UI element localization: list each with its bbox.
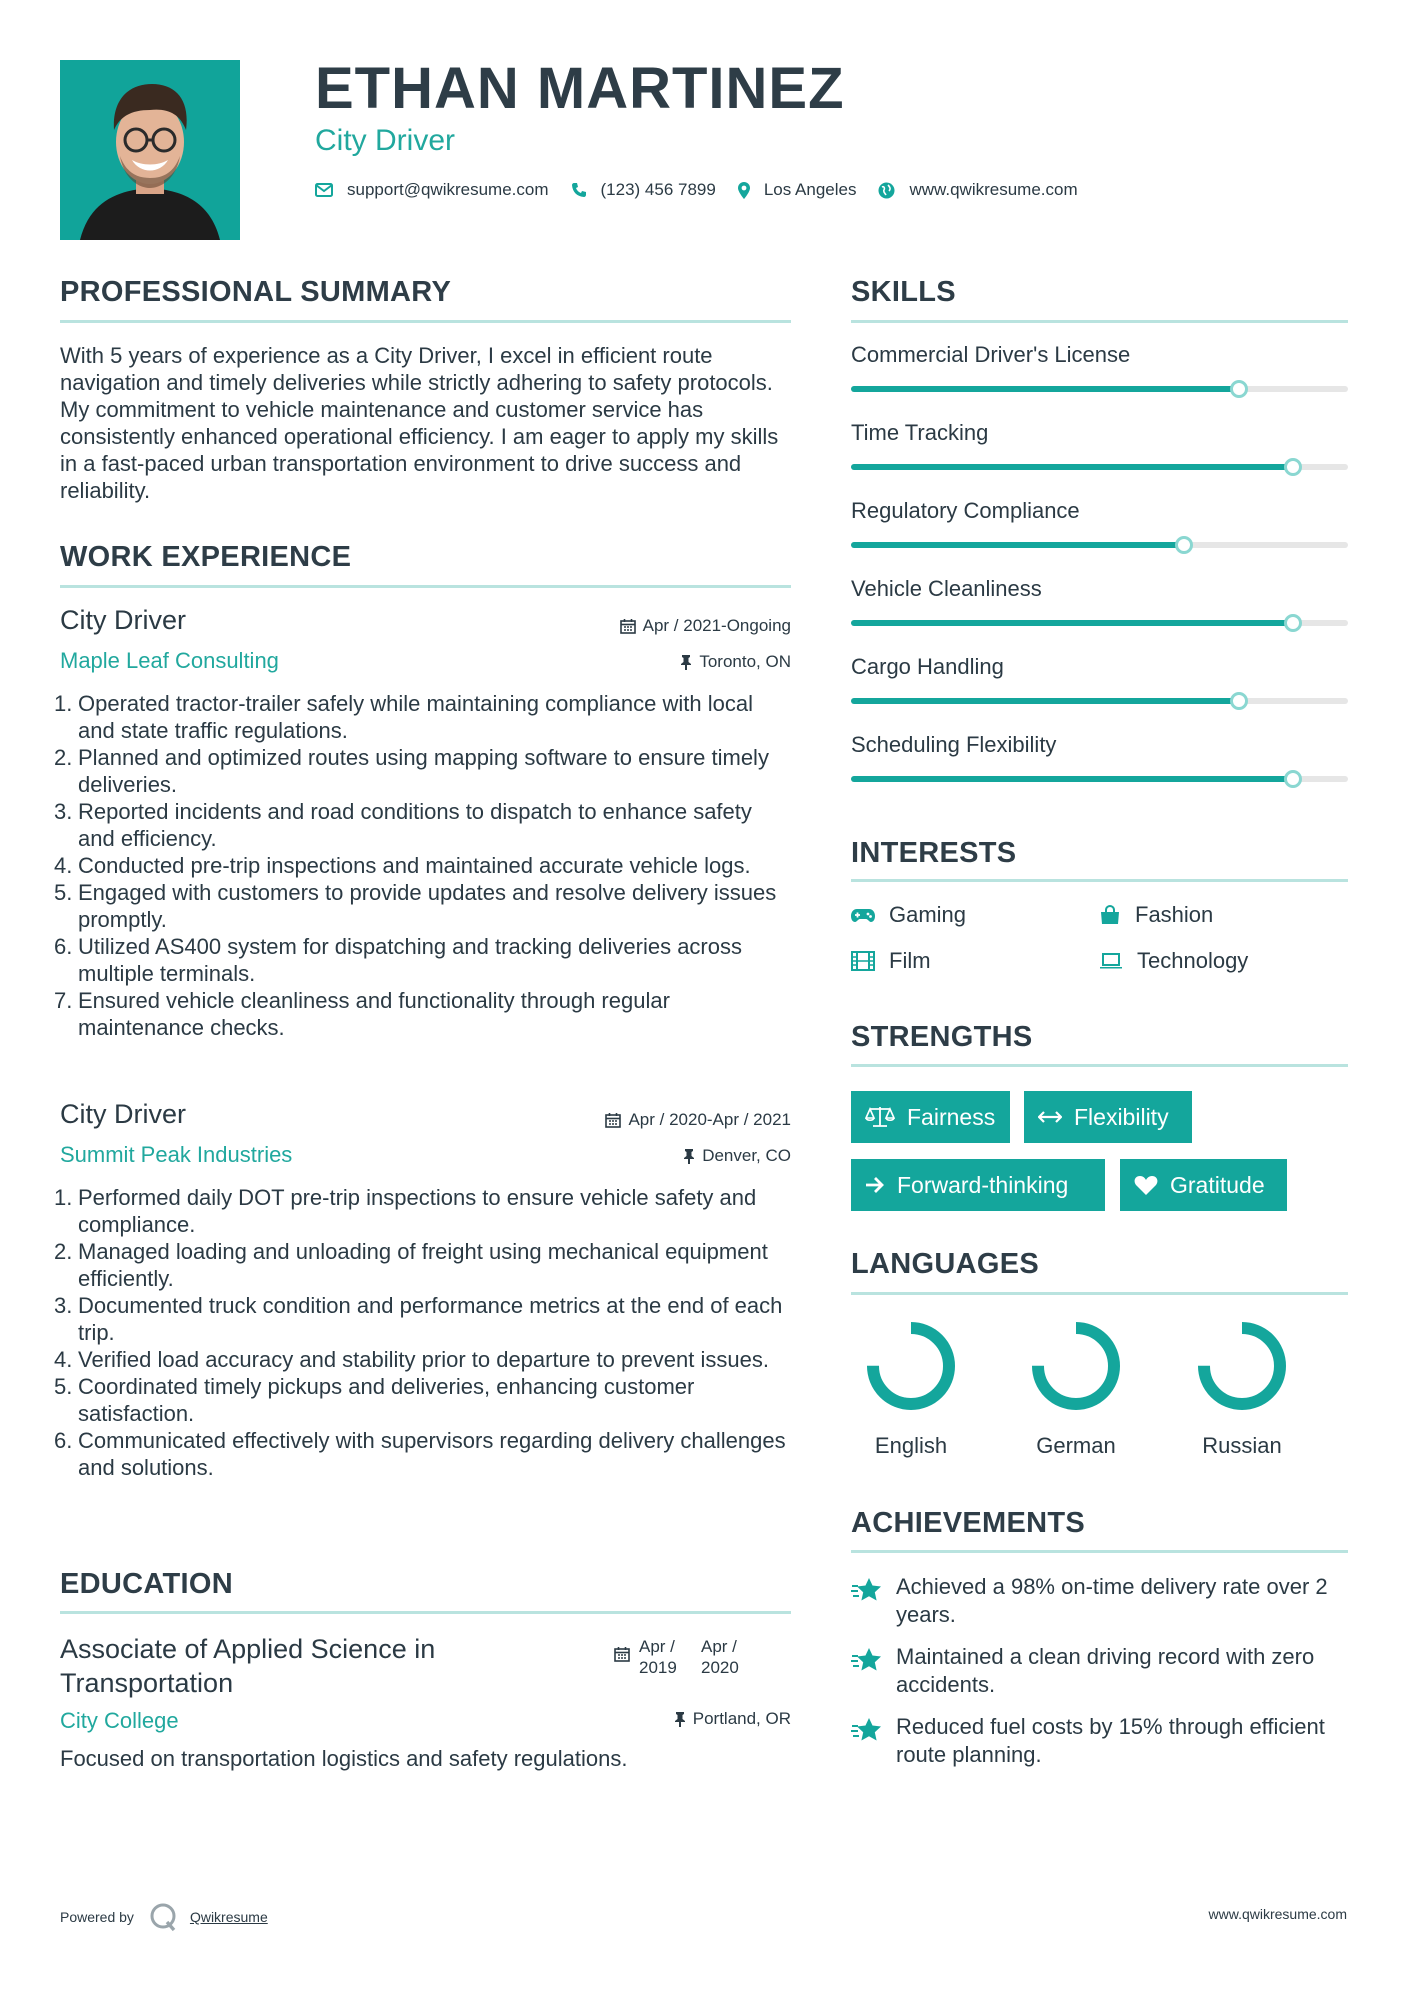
- skill-bar-track: [851, 542, 1348, 548]
- experience-heading: WORK EXPERIENCE: [60, 541, 352, 573]
- skills-divider: [851, 320, 1348, 323]
- strengths-divider: [851, 1064, 1348, 1067]
- contact-bar: [315, 180, 1100, 200]
- achievement-item: Achieved a 98% on-time delivery rate over 2 years.: [896, 1574, 1328, 1627]
- achievements-divider: [851, 1550, 1348, 1553]
- profile-photo: [60, 60, 240, 240]
- powered-by-text: Powered by: [60, 1909, 134, 1925]
- summary-text: With 5 years of experience as a City Driver, I excel in efficient route navigation and timely deliveries while strictly adhering to safety protocols. My commitment to vehicle maintenance and customer service has consistently enhanced operational efficiency. I am eager to apply my skills in a fast-paced urban transportation environment to drive success and reliability.: [60, 343, 779, 503]
- skill-bar-track: [851, 464, 1348, 470]
- list-item: 5. Coordinated timely pickups and deliveries, enhancing customer satisfaction.: [54, 1374, 695, 1426]
- strength-label: Flexibility: [1074, 1103, 1169, 1130]
- skill-bar-fill: [851, 698, 1239, 704]
- language-ring: [861, 1316, 961, 1416]
- skill-label: Cargo Handling: [851, 654, 1004, 679]
- achievements-heading: ACHIEVEMENTS: [851, 1507, 1086, 1539]
- job-company: Maple Leaf Consulting: [60, 648, 279, 673]
- job-dates: [620, 616, 791, 636]
- job-company: Summit Peak Industries: [60, 1142, 293, 1167]
- map-pin-icon: [738, 182, 750, 199]
- skill-bar-fill: [851, 776, 1293, 782]
- gamepad-icon: [851, 907, 875, 923]
- job-location-text: Denver, CO: [702, 1146, 791, 1165]
- footer-powered-by: [60, 1902, 268, 1932]
- education-end-date: Apr / 2020: [701, 1637, 739, 1677]
- list-item: 1. Performed daily DOT pre-trip inspections to ensure vehicle safety and compliance.: [54, 1185, 757, 1237]
- calendar-icon: [605, 1112, 621, 1128]
- skill-bar-track: [851, 776, 1348, 782]
- interests-divider: [851, 879, 1348, 882]
- skill-bar-fill: [851, 620, 1293, 626]
- heart-icon: [1134, 1175, 1158, 1196]
- education-heading: EDUCATION: [60, 1568, 233, 1600]
- calendar-icon: [614, 1646, 630, 1662]
- list-item: 4. Conducted pre-trip inspections and maintained accurate vehicle logs.: [54, 853, 751, 878]
- qwikresume-logo-icon: [148, 1902, 178, 1932]
- skill-bar-knob: [1230, 380, 1248, 398]
- arrows-horizontal-icon: [1038, 1110, 1062, 1124]
- pushpin-icon: [683, 1148, 695, 1164]
- skill-label: Vehicle Cleanliness: [851, 576, 1042, 601]
- summary-heading: PROFESSIONAL SUMMARY: [60, 276, 452, 308]
- education-location: [674, 1709, 791, 1729]
- job-bullet-list: [54, 690, 794, 1041]
- list-item: 2. Managed loading and unloading of freight using mechanical equipment efficiently.: [54, 1239, 768, 1291]
- candidate-title: City Driver: [315, 124, 455, 157]
- contact-website[interactable]: [878, 180, 1077, 200]
- contact-phone[interactable]: [571, 180, 716, 200]
- skill-bar-knob: [1230, 692, 1248, 710]
- skill-bar-knob: [1284, 458, 1302, 476]
- language-label: English: [874, 1433, 948, 1458]
- list-item: 3. Documented truck condition and performance metrics at the end of each trip.: [54, 1293, 783, 1345]
- job-title: City Driver: [60, 1099, 186, 1129]
- envelope-icon: [315, 183, 333, 197]
- list-item: 3. Reported incidents and road conditions to dispatch to enhance safety and efficiency.: [54, 799, 752, 851]
- summary-divider: [60, 320, 791, 323]
- interest-label: Gaming: [889, 902, 967, 927]
- candidate-name: ETHAN MARTINEZ: [315, 56, 845, 121]
- interest-item: [851, 948, 931, 974]
- strength-badge: [851, 1091, 1010, 1143]
- languages-heading: LANGUAGES: [851, 1248, 1039, 1280]
- interests-heading: INTERESTS: [851, 837, 1017, 869]
- star-icon: [851, 1717, 883, 1743]
- film-icon: [851, 951, 875, 971]
- laptop-icon: [1099, 952, 1123, 970]
- job-dates-text: Apr / 2021-Ongoing: [642, 616, 791, 635]
- pushpin-icon: [674, 1711, 686, 1727]
- skill-bar-fill: [851, 464, 1293, 470]
- job-bullet-list: [54, 1184, 794, 1481]
- skill-bar-track: [851, 698, 1348, 704]
- education-description: Focused on transportation logistics and safety regulations.: [60, 1746, 628, 1771]
- interest-label: Technology: [1137, 948, 1249, 973]
- skill-bar-track: [851, 620, 1348, 626]
- job-title: City Driver: [60, 605, 186, 635]
- education-divider: [60, 1611, 791, 1614]
- strength-label: Forward-thinking: [897, 1171, 1069, 1198]
- contact-location: [738, 180, 857, 200]
- education-start-date: Apr / 2019: [639, 1637, 677, 1677]
- strength-badge: [1024, 1091, 1192, 1143]
- list-item: 5. Engaged with customers to provide updates and resolve delivery issues promptly.: [54, 880, 777, 932]
- language-label: Russian: [1202, 1433, 1282, 1458]
- skill-bar-fill: [851, 542, 1184, 548]
- shopping-bag-icon: [1099, 905, 1121, 925]
- contact-email[interactable]: [315, 180, 549, 200]
- list-item: 2. Planned and optimized routes using mapping software to ensure timely deliveries.: [54, 745, 769, 797]
- strength-badge: [851, 1159, 1105, 1211]
- interest-item: [851, 902, 966, 928]
- interest-item: [1099, 948, 1248, 974]
- experience-divider: [60, 585, 791, 588]
- contact-email-text: support@qwikresume.com: [347, 180, 549, 199]
- languages-divider: [851, 1292, 1348, 1295]
- job-location-text: Toronto, ON: [699, 652, 791, 671]
- language-ring: [1192, 1316, 1292, 1416]
- job-location: [683, 1146, 791, 1166]
- job-location: [680, 652, 791, 672]
- language-ring: [1026, 1316, 1126, 1416]
- qwikresume-link[interactable]: Qwikresume: [189, 1909, 268, 1925]
- balance-scale-icon: [865, 1105, 895, 1129]
- strength-label: Fairness: [907, 1103, 996, 1130]
- skill-label: Commercial Driver's License: [851, 342, 1131, 367]
- language-ring-arc: [1038, 1328, 1114, 1404]
- skill-label: Regulatory Compliance: [851, 498, 1080, 523]
- phone-icon: [571, 182, 587, 198]
- achievement-item: Maintained a clean driving record with zero accidents.: [896, 1644, 1315, 1697]
- footer-website[interactable]: www.qwikresume.com: [1208, 1906, 1347, 1922]
- list-item: 4. Verified load accuracy and stability prior to departure to prevent issues.: [54, 1347, 769, 1372]
- contact-website-text: www.qwikresume.com: [909, 180, 1078, 199]
- degree-title: Associate of Applied Science in Transportation: [60, 1634, 436, 1698]
- list-item: 6. Utilized AS400 system for dispatching and tracking deliveries across multiple terminals.: [54, 934, 742, 986]
- interest-label: Fashion: [1135, 902, 1214, 927]
- skill-label: Time Tracking: [851, 420, 989, 445]
- interest-item: [1099, 902, 1213, 928]
- arrow-right-icon: [865, 1176, 885, 1194]
- avatar-illustration: [60, 60, 240, 240]
- language-label: German: [1036, 1433, 1116, 1458]
- school-name: City College: [60, 1708, 179, 1733]
- strength-badge: [1120, 1159, 1287, 1211]
- skill-bar-track: [851, 386, 1348, 392]
- calendar-icon: [620, 618, 636, 634]
- globe-icon: [878, 182, 895, 199]
- skill-label: Scheduling Flexibility: [851, 732, 1057, 757]
- education-dates: [614, 1636, 751, 1678]
- list-item: 1. Operated tractor-trailer safely while maintaining compliance with local and state traffic regulations.: [54, 691, 753, 743]
- language-ring-arc: [873, 1328, 949, 1404]
- star-icon: [851, 1647, 883, 1673]
- skill-bar-knob: [1284, 614, 1302, 632]
- education-location-text: Portland, OR: [692, 1709, 791, 1728]
- contact-phone-text: (123) 456 7899: [600, 180, 716, 199]
- achievement-item: Reduced fuel costs by 15% through efficient route planning.: [896, 1714, 1325, 1767]
- skill-bar-fill: [851, 386, 1239, 392]
- job-dates: [605, 1110, 791, 1130]
- strength-label: Gratitude: [1170, 1171, 1265, 1198]
- skills-heading: SKILLS: [851, 276, 956, 308]
- star-icon: [851, 1577, 883, 1603]
- strengths-heading: STRENGTHS: [851, 1021, 1033, 1053]
- job-dates-text: Apr / 2020-Apr / 2021: [628, 1110, 791, 1129]
- skill-bar-knob: [1175, 536, 1193, 554]
- interest-label: Film: [889, 948, 931, 973]
- skill-bar-knob: [1284, 770, 1302, 788]
- language-ring-arc: [1204, 1328, 1280, 1404]
- list-item: 7. Ensured vehicle cleanliness and functionality through regular maintenance checks.: [54, 988, 670, 1040]
- contact-location-text: Los Angeles: [763, 180, 857, 199]
- list-item: 6. Communicated effectively with supervisors regarding delivery challenges and solutions.: [54, 1428, 786, 1480]
- pushpin-icon: [680, 654, 692, 670]
